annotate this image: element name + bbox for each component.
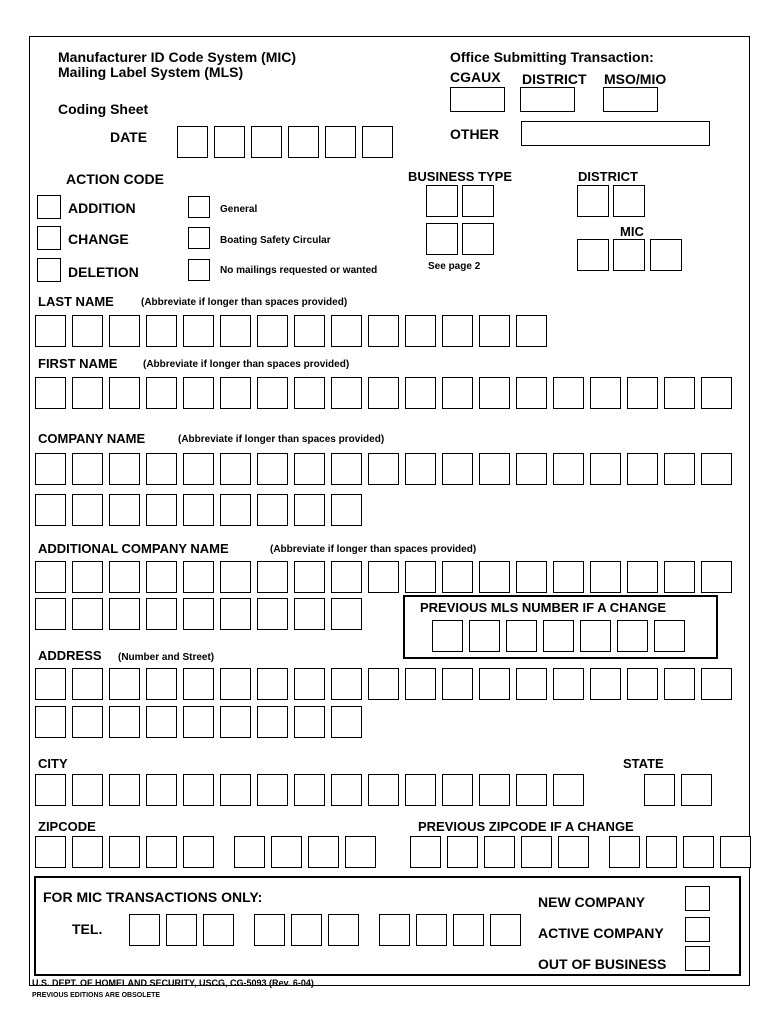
company-name-label: COMPANY NAME	[38, 431, 146, 446]
zipcode-box-1[interactable]	[35, 836, 66, 868]
last-name-box-2[interactable]	[72, 315, 103, 347]
zipcode-box-7[interactable]	[271, 836, 302, 868]
date-box-1[interactable]	[177, 126, 208, 158]
company-name-box-16[interactable]	[590, 453, 621, 485]
last-name-box-1[interactable]	[35, 315, 66, 347]
first-name-box-10[interactable]	[368, 377, 399, 409]
date-box-5[interactable]	[325, 126, 356, 158]
zipcode-box-4[interactable]	[146, 836, 177, 868]
address-box-9[interactable]	[331, 668, 362, 700]
mic-box-1[interactable]	[577, 239, 609, 271]
tel-label: TEL.	[72, 921, 103, 937]
new-company-label: NEW COMPANY	[538, 894, 646, 910]
date-box-4[interactable]	[288, 126, 319, 158]
action-code-heading: ACTION CODE	[66, 171, 164, 187]
address-box-3[interactable]	[109, 668, 140, 700]
change-checkbox[interactable]	[37, 226, 61, 250]
last-name-box-13[interactable]	[479, 315, 510, 347]
zipcode-box-8[interactable]	[308, 836, 339, 868]
city-box-14[interactable]	[516, 774, 547, 806]
previous-mls-box-5[interactable]	[580, 620, 611, 652]
state-box-2[interactable]	[681, 774, 712, 806]
address-line2-box-5[interactable]	[183, 706, 214, 738]
address-line2-box-4[interactable]	[146, 706, 177, 738]
previous-mls-box-7[interactable]	[654, 620, 685, 652]
first-name-box-14[interactable]	[516, 377, 547, 409]
district-heading: DISTRICT	[578, 169, 638, 184]
address-box-16[interactable]	[590, 668, 621, 700]
first-name-note: (Abbreviate if longer than spaces provided)	[143, 359, 350, 370]
city-box-9[interactable]	[331, 774, 362, 806]
business-type-box-3[interactable]	[426, 223, 458, 255]
address-box-15[interactable]	[553, 668, 584, 700]
previous-zip-box-2[interactable]	[447, 836, 478, 868]
zipcode-label: ZIPCODE	[38, 819, 96, 834]
state-label: STATE	[623, 756, 664, 771]
address-box-7[interactable]	[257, 668, 288, 700]
city-box-8[interactable]	[294, 774, 325, 806]
first-name-box-19[interactable]	[701, 377, 732, 409]
address-line2-box-1[interactable]	[35, 706, 66, 738]
company-name-box-14[interactable]	[516, 453, 547, 485]
first-name-label: FIRST NAME	[38, 356, 118, 371]
company-name-line2-box-6[interactable]	[220, 494, 251, 526]
last-name-box-7[interactable]	[257, 315, 288, 347]
address-box-14[interactable]	[516, 668, 547, 700]
address-box-8[interactable]	[294, 668, 325, 700]
first-name-box-6[interactable]	[220, 377, 251, 409]
additional-company-box-6[interactable]	[220, 561, 251, 593]
previous-zip-box-9[interactable]	[720, 836, 751, 868]
no-mailings-label: No mailings requested or wanted	[220, 265, 378, 276]
general-checkbox[interactable]	[188, 196, 210, 218]
zipcode-box-5[interactable]	[183, 836, 214, 868]
date-box-6[interactable]	[362, 126, 393, 158]
company-name-line2-box-1[interactable]	[35, 494, 66, 526]
city-box-7[interactable]	[257, 774, 288, 806]
previous-zip-label: PREVIOUS ZIPCODE IF A CHANGE	[418, 819, 634, 834]
company-name-note: (Abbreviate if longer than spaces provided)	[178, 434, 385, 445]
first-name-box-1[interactable]	[35, 377, 66, 409]
previous-zip-box-4[interactable]	[521, 836, 552, 868]
business-type-box-2[interactable]	[462, 185, 494, 217]
zipcode-box-9[interactable]	[345, 836, 376, 868]
form-title-mic: Manufacturer ID Code System (MIC)	[58, 49, 297, 65]
active-company-checkbox[interactable]	[685, 917, 710, 942]
previous-mls-box-6[interactable]	[617, 620, 648, 652]
last-name-box-5[interactable]	[183, 315, 214, 347]
office-other-field[interactable]	[521, 121, 710, 146]
business-type-box-4[interactable]	[462, 223, 494, 255]
additional-company-line2-box-4[interactable]	[146, 598, 177, 630]
additional-company-box-8[interactable]	[294, 561, 325, 593]
last-name-box-11[interactable]	[405, 315, 436, 347]
last-name-label: LAST NAME	[38, 294, 114, 309]
company-name-box-13[interactable]	[479, 453, 510, 485]
see-page-2-note: See page 2	[428, 261, 481, 272]
previous-mls-box-2[interactable]	[469, 620, 500, 652]
company-name-box-10[interactable]	[368, 453, 399, 485]
first-name-box-9[interactable]	[331, 377, 362, 409]
business-type-heading: BUSINESS TYPE	[408, 169, 513, 184]
zipcode-box-6[interactable]	[234, 836, 265, 868]
tel-box-7[interactable]	[379, 914, 410, 946]
previous-zip-box-8[interactable]	[683, 836, 714, 868]
new-company-checkbox[interactable]	[685, 886, 710, 911]
address-box-2[interactable]	[72, 668, 103, 700]
address-box-12[interactable]	[442, 668, 473, 700]
company-name-line2-box-5[interactable]	[183, 494, 214, 526]
addition-checkbox[interactable]	[37, 195, 61, 219]
first-name-box-5[interactable]	[183, 377, 214, 409]
city-box-13[interactable]	[479, 774, 510, 806]
city-box-6[interactable]	[220, 774, 251, 806]
tel-box-10[interactable]	[490, 914, 521, 946]
additional-company-box-14[interactable]	[516, 561, 547, 593]
company-name-line2-box-9[interactable]	[331, 494, 362, 526]
previous-zip-box-1[interactable]	[410, 836, 441, 868]
additional-company-box-2[interactable]	[72, 561, 103, 593]
first-name-box-3[interactable]	[109, 377, 140, 409]
last-name-box-6[interactable]	[220, 315, 251, 347]
first-name-box-12[interactable]	[442, 377, 473, 409]
first-name-box-11[interactable]	[405, 377, 436, 409]
deletion-label: DELETION	[68, 264, 139, 280]
city-box-11[interactable]	[405, 774, 436, 806]
office-msomio-label: MSO/MIO	[604, 71, 667, 87]
last-name-box-4[interactable]	[146, 315, 177, 347]
coding-sheet-label: Coding Sheet	[58, 101, 149, 117]
address-label: ADDRESS	[38, 648, 102, 663]
bsc-checkbox[interactable]	[188, 227, 210, 249]
previous-zip-box-5[interactable]	[558, 836, 589, 868]
company-name-box-11[interactable]	[405, 453, 436, 485]
no-mailings-checkbox[interactable]	[188, 259, 210, 281]
address-box-13[interactable]	[479, 668, 510, 700]
company-name-line2-box-3[interactable]	[109, 494, 140, 526]
tel-box-8[interactable]	[416, 914, 447, 946]
city-box-5[interactable]	[183, 774, 214, 806]
date-box-2[interactable]	[214, 126, 245, 158]
company-name-box-5[interactable]	[183, 453, 214, 485]
additional-company-line2-box-1[interactable]	[35, 598, 66, 630]
mic-heading: MIC	[620, 224, 644, 239]
zipcode-box-3[interactable]	[109, 836, 140, 868]
address-line2-box-7[interactable]	[257, 706, 288, 738]
city-box-10[interactable]	[368, 774, 399, 806]
company-name-box-4[interactable]	[146, 453, 177, 485]
company-name-line2-box-2[interactable]	[72, 494, 103, 526]
company-name-line2-box-7[interactable]	[257, 494, 288, 526]
tel-box-1[interactable]	[129, 914, 160, 946]
additional-company-line2-box-6[interactable]	[220, 598, 251, 630]
additional-company-box-12[interactable]	[442, 561, 473, 593]
address-box-5[interactable]	[183, 668, 214, 700]
additional-company-box-16[interactable]	[590, 561, 621, 593]
company-name-box-7[interactable]	[257, 453, 288, 485]
additional-company-box-3[interactable]	[109, 561, 140, 593]
company-name-box-18[interactable]	[664, 453, 695, 485]
first-name-box-13[interactable]	[479, 377, 510, 409]
company-name-box-3[interactable]	[109, 453, 140, 485]
mic-box-3[interactable]	[650, 239, 682, 271]
office-heading: Office Submitting Transaction:	[450, 49, 654, 65]
first-name-box-8[interactable]	[294, 377, 325, 409]
last-name-box-10[interactable]	[368, 315, 399, 347]
deletion-checkbox[interactable]	[37, 258, 61, 282]
additional-company-line2-box-5[interactable]	[183, 598, 214, 630]
additional-company-line2-box-7[interactable]	[257, 598, 288, 630]
company-name-box-6[interactable]	[220, 453, 251, 485]
address-box-17[interactable]	[627, 668, 658, 700]
address-line2-box-9[interactable]	[331, 706, 362, 738]
company-name-box-17[interactable]	[627, 453, 658, 485]
first-name-box-7[interactable]	[257, 377, 288, 409]
last-name-box-3[interactable]	[109, 315, 140, 347]
city-box-15[interactable]	[553, 774, 584, 806]
additional-company-label: ADDITIONAL COMPANY NAME	[38, 541, 229, 556]
previous-mls-box-4[interactable]	[543, 620, 574, 652]
footer-obsolete-note: PREVIOUS EDITIONS ARE OBSOLETE	[32, 992, 161, 999]
additional-company-box-4[interactable]	[146, 561, 177, 593]
previous-zip-box-3[interactable]	[484, 836, 515, 868]
company-name-box-2[interactable]	[72, 453, 103, 485]
address-box-10[interactable]	[368, 668, 399, 700]
msomio-box[interactable]	[603, 87, 658, 112]
additional-company-line2-box-8[interactable]	[294, 598, 325, 630]
office-other-label: OTHER	[450, 126, 499, 142]
last-name-box-12[interactable]	[442, 315, 473, 347]
office-district-label: DISTRICT	[522, 71, 587, 87]
tel-box-9[interactable]	[453, 914, 484, 946]
address-note: (Number and Street)	[118, 652, 215, 663]
out-of-business-checkbox[interactable]	[685, 946, 710, 971]
bsc-label: Boating Safety Circular	[220, 235, 331, 246]
additional-company-box-10[interactable]	[368, 561, 399, 593]
additional-company-box-18[interactable]	[664, 561, 695, 593]
district-box-2[interactable]	[613, 185, 645, 217]
company-name-box-15[interactable]	[553, 453, 584, 485]
tel-box-5[interactable]	[291, 914, 322, 946]
state-box-1[interactable]	[644, 774, 675, 806]
city-label: CITY	[38, 756, 68, 771]
additional-company-box-19[interactable]	[701, 561, 732, 593]
additional-company-box-9[interactable]	[331, 561, 362, 593]
cgaux-box[interactable]	[450, 87, 505, 112]
additional-company-line2-box-9[interactable]	[331, 598, 362, 630]
additional-company-box-7[interactable]	[257, 561, 288, 593]
company-name-box-1[interactable]	[35, 453, 66, 485]
company-name-box-19[interactable]	[701, 453, 732, 485]
tel-box-4[interactable]	[254, 914, 285, 946]
additional-company-box-5[interactable]	[183, 561, 214, 593]
previous-mls-box-3[interactable]	[506, 620, 537, 652]
additional-company-note: (Abbreviate if longer than spaces provided)	[270, 544, 477, 555]
address-box-19[interactable]	[701, 668, 732, 700]
tel-box-2[interactable]	[166, 914, 197, 946]
company-name-line2-box-4[interactable]	[146, 494, 177, 526]
city-box-1[interactable]	[35, 774, 66, 806]
general-label: General	[220, 204, 258, 215]
city-box-12[interactable]	[442, 774, 473, 806]
company-name-line2-box-8[interactable]	[294, 494, 325, 526]
company-name-box-8[interactable]	[294, 453, 325, 485]
addition-label: ADDITION	[68, 200, 136, 216]
last-name-note: (Abbreviate if longer than spaces provided)	[141, 297, 348, 308]
additional-company-box-15[interactable]	[553, 561, 584, 593]
address-box-11[interactable]	[405, 668, 436, 700]
district-office-box[interactable]	[520, 87, 575, 112]
footer-form-number: U.S. DEPT. OF HOMELAND SECURITY, USCG, CG-5093 (Rev. 6-04)	[32, 978, 314, 988]
tel-box-6[interactable]	[328, 914, 359, 946]
address-box-1[interactable]	[35, 668, 66, 700]
additional-company-line2-box-3[interactable]	[109, 598, 140, 630]
first-name-box-16[interactable]	[590, 377, 621, 409]
additional-company-box-1[interactable]	[35, 561, 66, 593]
last-name-box-14[interactable]	[516, 315, 547, 347]
change-label: CHANGE	[68, 231, 129, 247]
city-box-3[interactable]	[109, 774, 140, 806]
previous-zip-box-7[interactable]	[646, 836, 677, 868]
date-label: DATE	[110, 129, 148, 145]
city-box-4[interactable]	[146, 774, 177, 806]
form-title-mls: Mailing Label System (MLS)	[58, 64, 244, 80]
zipcode-box-2[interactable]	[72, 836, 103, 868]
mic-box-2[interactable]	[613, 239, 645, 271]
previous-mls-label: PREVIOUS MLS NUMBER IF A CHANGE	[420, 600, 667, 615]
mic-only-heading: FOR MIC TRANSACTIONS ONLY:	[43, 889, 263, 905]
company-name-box-9[interactable]	[331, 453, 362, 485]
out-of-business-label: OUT OF BUSINESS	[538, 956, 667, 972]
tel-box-3[interactable]	[203, 914, 234, 946]
business-type-box-1[interactable]	[426, 185, 458, 217]
address-box-6[interactable]	[220, 668, 251, 700]
previous-zip-box-6[interactable]	[609, 836, 640, 868]
additional-company-box-13[interactable]	[479, 561, 510, 593]
first-name-box-2[interactable]	[72, 377, 103, 409]
last-name-box-9[interactable]	[331, 315, 362, 347]
first-name-box-4[interactable]	[146, 377, 177, 409]
address-box-18[interactable]	[664, 668, 695, 700]
first-name-box-18[interactable]	[664, 377, 695, 409]
date-box-3[interactable]	[251, 126, 282, 158]
first-name-box-17[interactable]	[627, 377, 658, 409]
address-line2-box-2[interactable]	[72, 706, 103, 738]
additional-company-box-11[interactable]	[405, 561, 436, 593]
district-box-1[interactable]	[577, 185, 609, 217]
first-name-box-15[interactable]	[553, 377, 584, 409]
address-line2-box-8[interactable]	[294, 706, 325, 738]
city-box-2[interactable]	[72, 774, 103, 806]
last-name-box-8[interactable]	[294, 315, 325, 347]
address-box-4[interactable]	[146, 668, 177, 700]
office-cgaux-label: CGAUX	[450, 69, 501, 85]
additional-company-box-17[interactable]	[627, 561, 658, 593]
address-line2-box-6[interactable]	[220, 706, 251, 738]
company-name-box-12[interactable]	[442, 453, 473, 485]
additional-company-line2-box-2[interactable]	[72, 598, 103, 630]
active-company-label: ACTIVE COMPANY	[538, 925, 664, 941]
address-line2-box-3[interactable]	[109, 706, 140, 738]
previous-mls-box-1[interactable]	[432, 620, 463, 652]
